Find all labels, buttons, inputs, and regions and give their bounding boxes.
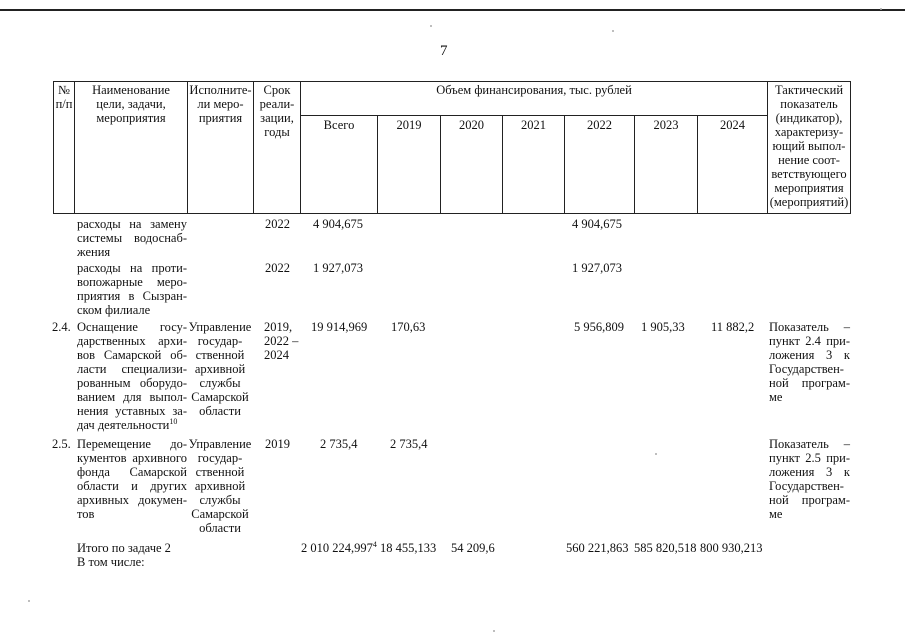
- header-year-2021: 2021: [521, 118, 546, 132]
- row-executor: Управление государ-ственной архивной службы Самарской области: [188, 437, 252, 535]
- row-term: 2019, 2022 – 2024: [264, 320, 299, 362]
- totals-total: 2 010 224,997$^4$: [301, 539, 377, 555]
- row-total: 2 735,4: [320, 437, 358, 451]
- scan-speck: [612, 30, 614, 32]
- scan-speck: [430, 25, 432, 27]
- row-2019: 170,63: [391, 320, 426, 334]
- header-indicator: Тактический показатель (индикатор), характеризу- ющий выпол- нение соот- ветствующего мероприятия (мероприятий): [769, 83, 849, 209]
- header-year-total: Всего: [323, 118, 355, 132]
- footnote-ref: 4: [372, 539, 377, 549]
- scan-speck: [493, 630, 495, 632]
- header-year-2023: 2023: [653, 118, 679, 132]
- totals-2023: 585 820,518: [634, 541, 697, 555]
- header-year-2020: 2020: [459, 118, 484, 132]
- totals-2020: 54 209,6: [451, 541, 495, 555]
- header-term: Срок реали- зации, годы: [259, 83, 295, 139]
- row-term: 2022: [265, 261, 290, 275]
- row-num: 2.4.: [52, 320, 71, 334]
- page-number: 7: [440, 43, 448, 59]
- header-executor: Исполните- ли меро- приятия: [189, 83, 252, 125]
- row-2022: 1 927,073: [572, 261, 622, 275]
- row-2019: 2 735,4: [390, 437, 428, 451]
- scan-speck: [28, 600, 30, 602]
- row-2022: 5 956,809: [574, 320, 624, 334]
- footnote-ref: 10: [169, 416, 178, 426]
- totals-sub-label: В том числе:: [77, 555, 145, 569]
- scan-top-border: [0, 9, 905, 11]
- header-num: № п/п: [55, 83, 73, 111]
- row-total: 19 914,969: [311, 320, 368, 334]
- row-2024: 11 882,2: [711, 320, 755, 334]
- totals-2022: 560 221,863: [566, 541, 629, 555]
- row-2023: 1 905,33: [641, 320, 685, 334]
- header-funding-title: Объем финансирования, тыс. рублей: [436, 83, 632, 97]
- header-name: Наименование цели, задачи, мероприятия: [92, 83, 170, 125]
- totals-label: Итого по задаче 2: [77, 541, 171, 555]
- row-executor: Управление государ-ственной архивной службы Самарской области: [188, 320, 252, 418]
- row-term: 2019: [265, 437, 290, 451]
- row-indicator: Показатель – пункт 2.5 при-ложения 3 к Государствен-ной програм-ме: [769, 437, 850, 521]
- header-year-2024: 2024: [720, 118, 745, 132]
- row-total: 4 904,675: [313, 217, 363, 231]
- header-year-2022: 2022: [587, 118, 612, 132]
- row-name: Оснащение госу-дарственных архи-вов Самарской об-ласти специализи-рованным оборудо-ванием для выпол-нения уставных за-дач деятельности$^{10}$: [77, 320, 187, 432]
- row-num: 2.5.: [52, 437, 71, 451]
- scan-speck: [655, 453, 657, 455]
- scan-speck: [880, 8, 882, 10]
- row-2022: 4 904,675: [572, 217, 622, 231]
- row-name: расходы на замену системы водоснаб-жения: [77, 217, 187, 259]
- totals-2024: 800 930,213: [700, 541, 763, 555]
- row-indicator: Показатель – пункт 2.4 при-ложения 3 к Государствен-ной програм-ме: [769, 320, 850, 404]
- row-name: Перемещение до-кументов архивного фонда Самарской области и других архивных докумен-тов: [77, 437, 187, 521]
- header-year-2019: 2019: [396, 118, 422, 132]
- row-total: 1 927,073: [313, 261, 363, 275]
- totals-2019: 18 455,133: [380, 541, 437, 555]
- row-name: расходы на проти-вопожарные меро-приятия в Сызран-ском филиале: [77, 261, 187, 317]
- row-term: 2022: [265, 217, 290, 231]
